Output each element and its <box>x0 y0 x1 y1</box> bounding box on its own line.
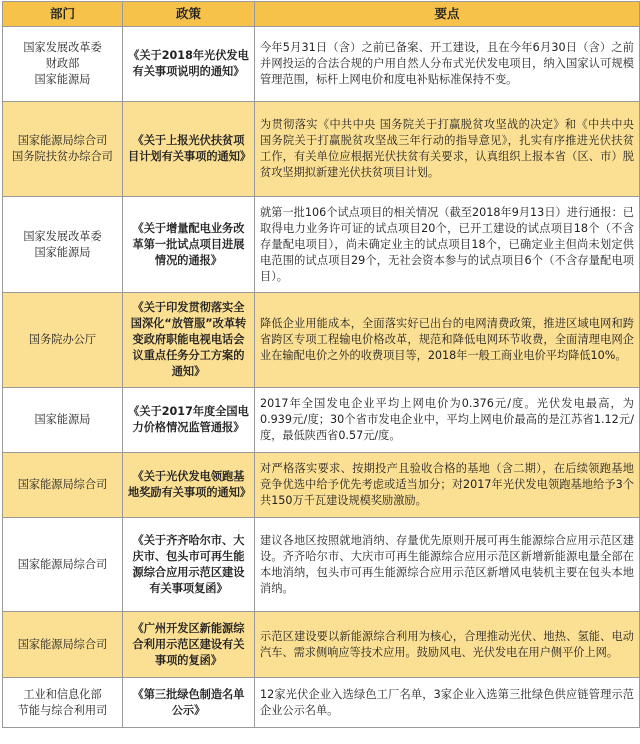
header-department: 部门 <box>3 2 123 26</box>
row-policy: 《关于增量配电业务改革第一批试点项目进展情况的通报》 <box>123 197 255 292</box>
row-policy: 《关于齐齐哈尔市、大庆市、包头市可再生能源综合应用示范区建设有关事项复函》 <box>123 518 255 611</box>
row-key-points: 就第一批106个试点项目的相关情况（截至2018年9月13日）进行通报：已取得电力业务许可证的试点项目20个，已开工建设的试点项目18个（不含存量配电项目），尚未确定业主的试点项目18个，已确定业主但尚未划定供电范围的试点项目29个，无社会资本参与的试点项目6个（不含存量配电项目）。 <box>260 205 634 283</box>
row-department: 国家能源局综合司 <box>3 518 123 611</box>
row-key-points: 对严格落实要求、按期投产且验收合格的基地（含二期），在后续领跑基地竞争优选中给予优先考虑或适当加分；对2017年光伏发电领跑基地给予3个共150万千瓦建设规模奖励激励。 <box>260 462 634 507</box>
row-department: 国务院办公厅 <box>3 293 123 387</box>
table-row <box>3 453 639 518</box>
header-policy: 政策 <box>123 2 255 26</box>
row-policy: 《关于印发贯彻落实全国深化“放管服”改革转变政府职能电视电话会议重点任务分工方案的通知》 <box>123 293 255 387</box>
table-header-row <box>3 1 639 27</box>
table-row <box>3 612 639 678</box>
row-department: 工业和信息化部 节能与综合利用司 <box>3 678 123 727</box>
row-policy: 《第三批绿色制造名单公示》 <box>123 678 255 727</box>
row-department: 国家发展改革委 国家能源局 <box>3 197 123 292</box>
row-policy: 《关于上报光伏扶贫项目计划有关事项的通知》 <box>123 102 255 196</box>
row-department: 国家能源局综合司 <box>3 453 123 517</box>
row-key-points: 为贯彻落实《中共中央 国务院关于打赢脱贫攻坚战的决定》和《中共中央 国务院关于打赢脱贫攻坚战三年行动的指导意见》，扎实有序推进光伏扶贫工作，有关单位应根据光伏扶贫有关要求，认真组织上报本省（区、市）脱贫攻坚期拟新建光伏扶贫项目计划。 <box>260 118 634 179</box>
table-row <box>3 388 639 453</box>
row-key-points: 今年5月31日（含）之前已备案、开工建设，且在今年6月30日（含）之前并网投运的合法合规的户用自然人分布式光伏发电项目，纳入国家认可规模管理范围，标杆上网电价和度电补贴标准保持不变。 <box>260 41 634 86</box>
table-row <box>3 197 639 293</box>
row-policy: 《关于2017年度全国电力价格情况监管通报》 <box>123 388 255 452</box>
table-row <box>3 102 639 197</box>
row-department: 国家发展改革委 财政部 国家能源局 <box>3 27 123 101</box>
table-row <box>3 518 639 612</box>
row-key-points: 2017年全国发电企业平均上网电价为0.376元/度。光伏发电最高，为0.939元/度；30个省市发电企业中，平均上网电价最高的是江苏省1.12元/度，最低陕西省0.57元/度。 <box>260 397 634 442</box>
row-department: 国家能源局综合司 国务院扶贫办综合司 <box>3 102 123 196</box>
table-row <box>3 678 639 728</box>
row-key-points: 12家光伏企业入选绿色工厂名单，3家企业入选第三批绿色供应链管理示范企业公示名单。 <box>260 687 634 717</box>
table-row <box>3 293 639 388</box>
row-policy: 《广州开发区新能源综合利用示范区建设有关事项的复函》 <box>123 612 255 677</box>
row-key-points: 建议各地区按照就地消纳、存量优先原则开展可再生能源综合应用示范区建设。齐齐哈尔市、大庆市可再生能源综合应用示范区新增新能源电量全部在本地消纳，包头市可再生能源综合应用示范区新增风电装机主要在包头本地消纳。 <box>260 533 634 595</box>
header-key-points: 要点 <box>434 6 460 21</box>
row-department: 国家能源局综合司 <box>3 612 123 677</box>
row-policy: 《关于光伏发电领跑基地奖励有关事项的通知》 <box>123 453 255 517</box>
row-key-points: 降低企业用能成本，全面落实好已出台的电网清费政策，推进区域电网和跨省跨区专项工程输电价格改革，规范和降低电网环节收费，全面清理电网企业在输配电价之外的收费项目等，2018年一般工商业电价平均降低10%。 <box>260 317 634 362</box>
table-row <box>3 27 639 102</box>
row-department: 国家能源局 <box>3 388 123 452</box>
row-key-points: 示范区建设要以新能源综合利用为核心，合理推动光伏、地热、氢能、电动汽车、需求侧响应等技术应用。鼓励风电、光伏发电在用户侧平价上网。 <box>260 629 634 659</box>
policy-table <box>2 1 640 728</box>
row-policy: 《关于2018年光伏发电有关事项说明的通知》 <box>123 27 255 101</box>
